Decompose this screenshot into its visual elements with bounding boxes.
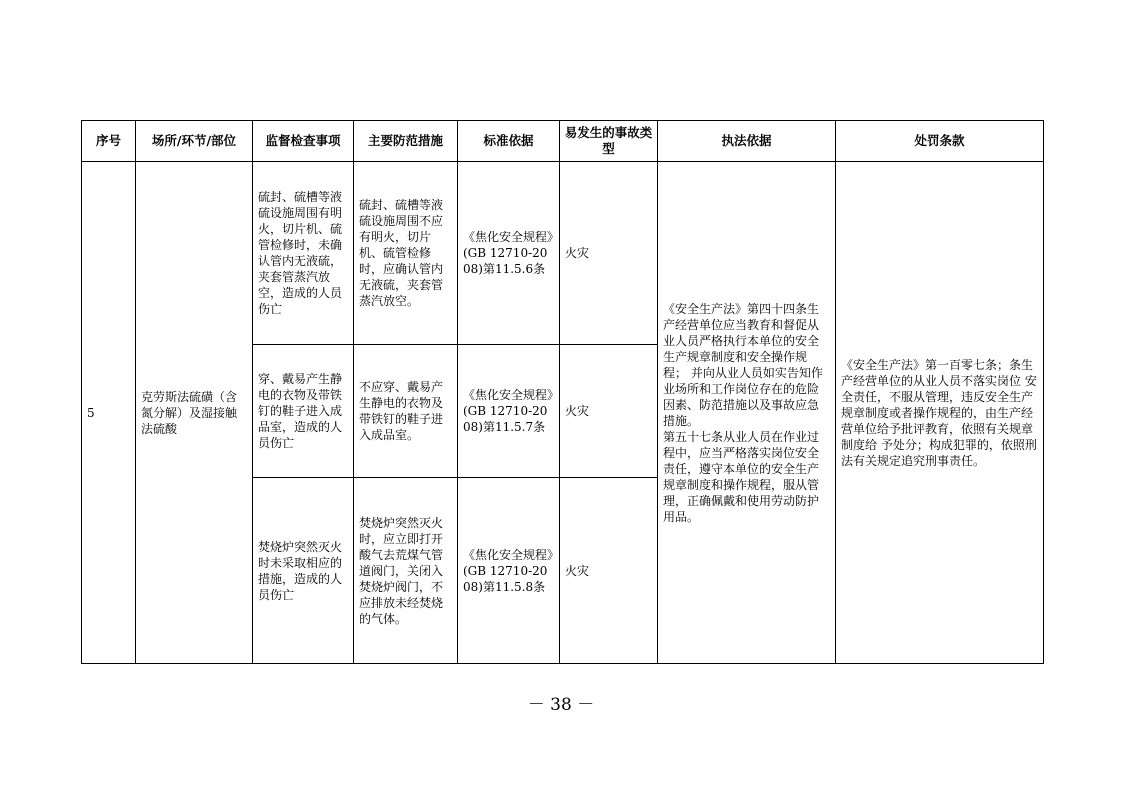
standard-basis-cell: 《焦化安全规程》(GB 12710-2008)第11.5.8条 [458,478,560,664]
law-basis-cell: 《安全生产法》第四十四条生产经营单位应当教育和督促从业人员严格执行本单位的安全生产规章制度和安全操作规程； 并向从业人员如实告知作业场所和工作岗位存在的危险因素、防范措施以及事故应急措施。 第五十七条从业人员在作业过程中，应当严格落实岗位安全责任，遵守本单位的安全生产规章制度和操作规程，服从管理，正确佩戴和使用劳动防护用品。 [658,162,836,664]
penalty-clause-cell: 《安全生产法》第一百零七条；条生产经营单位的从业人员不落实岗位 安全责任，不服从管理，违反安全生产规章制度或者操作规程的，由生产经营单位给予批评教育，依照有关规章制度给 予处分；构成犯罪的，依照刑法有关规定追究刑事责任。 [836,162,1044,664]
standard-basis-cell: 《焦化安全规程》(GB 12710-2008)第11.5.6条 [458,162,560,345]
header-standard-basis: 标准依据 [458,121,560,162]
header-inspection-item: 监督检查事项 [253,121,354,162]
regulation-table [81,120,1044,664]
header-location: 场所/环节/部位 [136,121,253,162]
accident-type-cell: 火灾 [560,478,658,664]
accident-type-cell: 火灾 [560,345,658,478]
table-row [82,162,1044,345]
table-header-row [82,121,1044,162]
header-penalty-clause: 处罚条款 [836,121,1044,162]
inspection-item-cell: 硫封、硫槽等液硫设施周围有明火，切片机、硫管检修时，未确认管内无液硫，夹套管蒸汽放空，造成的人员伤亡 [253,162,354,345]
standard-basis-cell: 《焦化安全规程》(GB 12710-2008)第11.5.7条 [458,345,560,478]
seq-cell: 5 [82,162,136,664]
header-seq: 序号 [82,121,136,162]
inspection-item-cell: 焚烧炉突然灭火时未采取相应的措施，造成的人员伤亡 [253,478,354,664]
prevention-measure-cell: 不应穿、戴易产生静电的衣物及带铁钉的鞋子进入成品室。 [354,345,458,478]
prevention-measure-cell: 焚烧炉突然灭火时，应立即打开酸气去荒煤气管道阀门，关闭入焚烧炉阀门，不应排放未经焚烧的气体。 [354,478,458,664]
header-accident-type: 易发生的事故类型 [560,121,658,162]
header-prevention-measure: 主要防范措施 [354,121,458,162]
accident-type-cell: 火灾 [560,162,658,345]
page-number: － 38 － [527,695,595,715]
location-cell: 克劳斯法硫磺（含氮分解）及湿接触法硫酸 [136,162,253,664]
header-law-basis: 执法依据 [658,121,836,162]
inspection-item-cell: 穿、戴易产生静电的衣物及带铁钉的鞋子进入成品室，造成的人员伤亡 [253,345,354,478]
prevention-measure-cell: 硫封、硫槽等液硫设施周围不应有明火，切片机、硫管检修时，应确认管内无液硫，夹套管蒸汽放空。 [354,162,458,345]
